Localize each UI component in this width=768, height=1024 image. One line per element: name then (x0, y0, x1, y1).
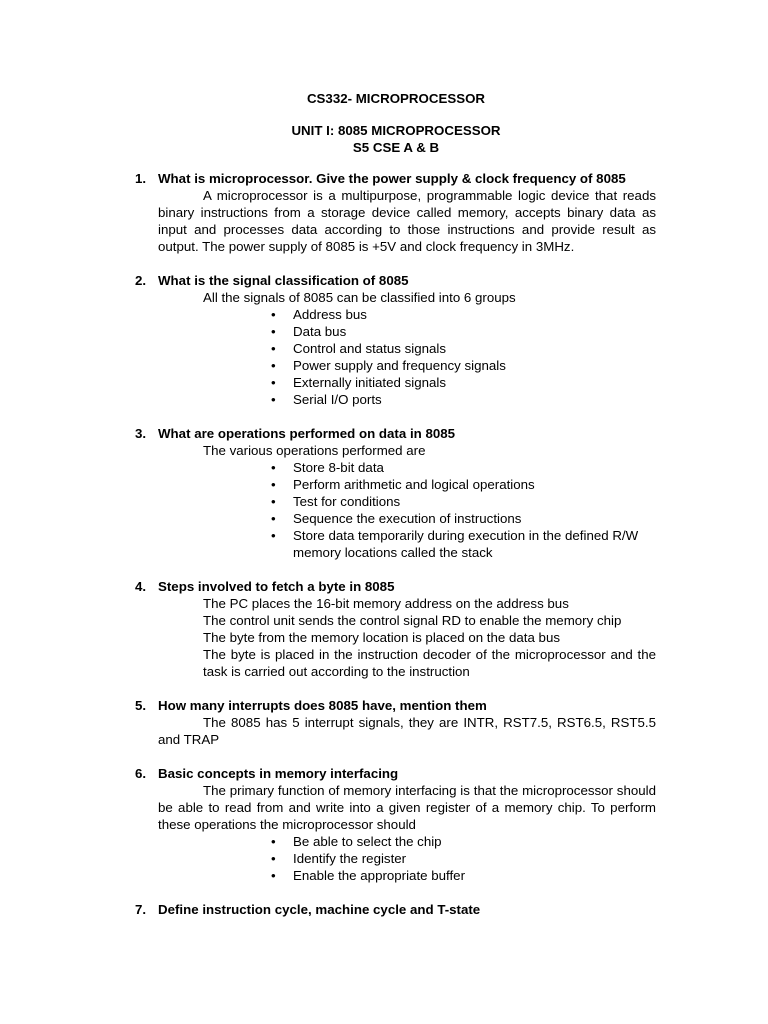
question-number: 4. (135, 579, 147, 594)
question-heading (0, 578, 768, 595)
answer-intro: All the signals of 8085 can be classified into 6 groups (203, 290, 516, 305)
list-item: • Sequence the execution of instructions (0, 510, 656, 527)
unit-title: UNIT I: 8085 MICROPROCESSOR (291, 123, 501, 138)
question-3 (0, 425, 768, 561)
list-item: • Address bus (0, 306, 656, 323)
answer-line: The byte from the memory location is placed on the data bus (203, 630, 560, 645)
bullet-list (0, 459, 768, 561)
question-list (0, 170, 768, 935)
question-title: Steps involved to fetch a byte in 8085 (158, 579, 395, 594)
question-title: How many interrupts does 8085 have, mention them (158, 698, 487, 713)
question-4 (0, 578, 768, 680)
class-title: S5 CSE A & B (352, 140, 440, 155)
list-item: • Control and status signals (0, 340, 656, 357)
bullet-list (0, 833, 768, 884)
answer-paragraph: The 8085 has 5 interrupt signals, they are INTR, RST7.5, RST6.5, RST5.5 and TRAP (158, 715, 656, 747)
question-2 (0, 272, 768, 408)
question-title: Define instruction cycle, machine cycle and T-state (158, 902, 481, 917)
list-item: • Identify the register (0, 850, 656, 867)
question-number: 2. (135, 273, 147, 288)
question-number: 1. (135, 171, 147, 186)
question-number: 7. (135, 902, 147, 917)
question-heading (0, 272, 768, 289)
list-item: • Power supply and frequency signals (0, 357, 656, 374)
answer-line: The control unit sends the control signal RD to enable the memory chip (203, 613, 622, 628)
answer-paragraph: A microprocessor is a multipurpose, programmable logic device that reads binary instructions from a storage device called memory, accepts binary data as input and processes data according to those instructions and provide result as output. The power supply of 8085 is +5V and clock frequency in 3MHz. (158, 188, 656, 254)
answer-line: The byte is placed in the instruction decoder of the microprocessor and the task is carried out according to the instruction (203, 647, 656, 679)
answer-paragraph: The primary function of memory interfacing is that the microprocessor should be able to read from and write into a given register of a memory chip. To perform these operations the microprocessor should (158, 783, 656, 832)
question-title: What are operations performed on data in 8085 (158, 426, 456, 441)
course-title: CS332- MICROPROCESSOR (306, 91, 486, 106)
question-heading (0, 170, 768, 187)
question-5 (0, 697, 768, 748)
list-item: • Test for conditions (0, 493, 656, 510)
question-heading (0, 697, 768, 714)
question-1 (0, 170, 768, 255)
question-heading (0, 425, 768, 442)
list-item: • Serial I/O ports (0, 391, 656, 408)
question-number: 5. (135, 698, 147, 713)
list-item: • Data bus (0, 323, 656, 340)
question-heading (0, 765, 768, 782)
answer-line: The PC places the 16-bit memory address on the address bus (203, 596, 569, 611)
list-item: • Externally initiated signals (0, 374, 656, 391)
question-title: What is the signal classification of 8085 (158, 273, 409, 288)
answer-intro: The various operations performed are (203, 443, 426, 458)
question-title: Basic concepts in memory interfacing (158, 766, 399, 781)
question-number: 3. (135, 426, 147, 441)
list-item: • Enable the appropriate buffer (0, 867, 656, 884)
list-item: • Store data temporarily during execution in the defined R/W memory locations called the stack (0, 527, 656, 561)
question-number: 6. (135, 766, 147, 781)
list-item: • Be able to select the chip (0, 833, 656, 850)
question-7 (0, 901, 768, 918)
list-item: • Perform arithmetic and logical operations (0, 476, 656, 493)
bullet-list (0, 306, 768, 408)
question-6 (0, 765, 768, 884)
question-heading (0, 901, 768, 918)
list-item: • Store 8-bit data (0, 459, 656, 476)
question-title: What is microprocessor. Give the power supply & clock frequency of 8085 (158, 171, 626, 186)
